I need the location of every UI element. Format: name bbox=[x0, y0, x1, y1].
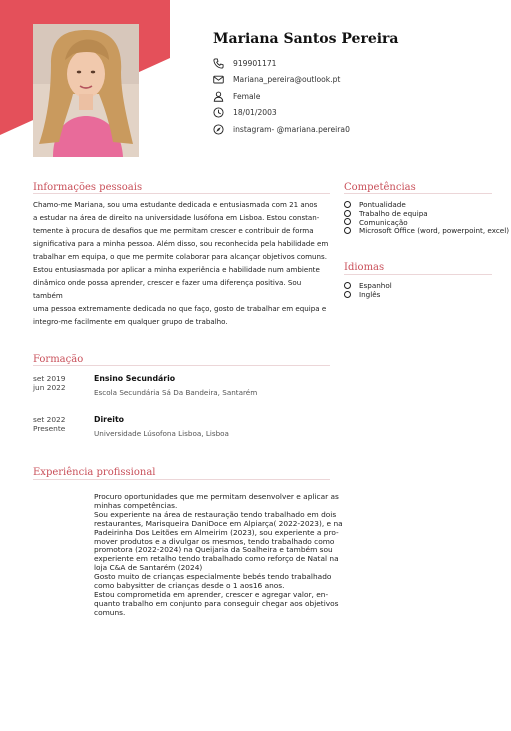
skills-list bbox=[344, 200, 509, 235]
bullet-circle-icon bbox=[344, 282, 351, 289]
language-label: Inglês bbox=[359, 289, 381, 299]
experience-line: promotora (2022-2024) na Queijaria da Soalheira e também sou bbox=[94, 545, 333, 555]
contact-social bbox=[213, 121, 350, 137]
experience-line: Estou comprometida em aprender, crescer e agregar valor, en- bbox=[94, 589, 329, 599]
contact-birthdate-text: 18/01/2003 bbox=[233, 108, 277, 117]
experience-divider bbox=[33, 479, 330, 480]
education-degree: Direito bbox=[94, 415, 125, 424]
education-school: Escola Secundária Sá Da Bandeira, Santarém bbox=[94, 388, 258, 397]
bullet-circle-icon bbox=[344, 201, 351, 208]
contact-list bbox=[213, 55, 350, 138]
languages-title: Idiomas bbox=[344, 262, 385, 273]
personal-info-line: uma pessoa extremamente dedicada no que faço, gosto de trabalhar em equipa e bbox=[33, 304, 327, 314]
phone-icon bbox=[213, 58, 224, 69]
contact-social-text: instagram- @mariana.pereira0 bbox=[233, 124, 350, 134]
skill-label: Microsoft Office (word, powerpoint, excel) bbox=[359, 226, 510, 236]
experience-text bbox=[94, 493, 347, 618]
education-end-date: jun 2022 bbox=[33, 383, 66, 392]
personal-info-line: trabalhar em equipa, o que me permite colaborar para alcançar objetivos comuns. bbox=[33, 252, 327, 262]
education-start-date: set 2019 bbox=[33, 374, 66, 383]
contact-phone bbox=[213, 55, 350, 71]
personal-info-divider bbox=[33, 193, 330, 194]
skill-item bbox=[344, 209, 509, 218]
skill-label: Comunicação bbox=[359, 217, 408, 227]
skills-title: Competências bbox=[344, 182, 416, 193]
profile-photo bbox=[33, 24, 139, 157]
bullet-circle-icon bbox=[344, 210, 351, 217]
bullet-circle-icon bbox=[344, 291, 351, 298]
personal-info-line: a estudar na área de direito na universidade lusófona em Lisboa. Estou constan- bbox=[33, 213, 320, 223]
experience-line: Sou experiente na área de restauração tendo trabalhado em dois bbox=[94, 509, 337, 519]
personal-info-line: temente à procura de desafios que me permitam crescer e contribuir de forma bbox=[33, 226, 314, 236]
languages-list bbox=[344, 281, 392, 299]
personal-info-line: Chamo-me Mariana, sou uma estudante dedicada e entusiasmada com 21 anos bbox=[33, 200, 318, 209]
experience-line: como babysitter de crianças desde o 1 aos16 anos. bbox=[94, 581, 285, 591]
mail-icon bbox=[213, 74, 224, 85]
experience-line: Procuro oportunidades que me permitam desenvolver e aplicar as bbox=[94, 492, 339, 501]
experience-line: restaurantes, Marisqueira DaniDoce em Alpiarça( 2022-2023), e na bbox=[94, 518, 343, 528]
personal-info-line: significativa para a minha pessoa. Além disso, sou reconhecida pela habilidade em bbox=[33, 239, 329, 249]
experience-line: Gosto muito de crianças especialmente bebés tendo trabalhado bbox=[94, 572, 332, 582]
compass-icon bbox=[213, 124, 224, 135]
language-label: Espanhol bbox=[359, 280, 392, 290]
bullet-circle-icon bbox=[344, 227, 351, 234]
contact-phone-text: 919901171 bbox=[233, 58, 277, 68]
contact-gender-text: Female bbox=[233, 91, 261, 101]
user-icon bbox=[213, 91, 224, 102]
skills-divider bbox=[344, 193, 492, 194]
skill-label: Trabalho de equipa bbox=[359, 208, 428, 218]
education-end-date: Presente bbox=[33, 424, 66, 433]
experience-line: experiente em retalho tendo trabalhado como reforço de Natal na bbox=[94, 554, 339, 564]
experience-title: Experiência profissional bbox=[33, 467, 156, 478]
full-name: Mariana Santos Pereira bbox=[213, 31, 399, 47]
skill-label: Pontualidade bbox=[359, 199, 406, 209]
language-item bbox=[344, 290, 392, 299]
language-item bbox=[344, 281, 392, 290]
education-degree: Ensino Secundário bbox=[94, 374, 176, 383]
education-divider bbox=[33, 365, 330, 366]
personal-info-text bbox=[33, 198, 330, 328]
personal-info-line: dinâmico onde possa aprender, crescer e fazer uma diferença positiva. Sou também bbox=[33, 278, 302, 301]
personal-info-title: Informações pessoais bbox=[33, 182, 143, 193]
experience-line: mover produtos e a divulgar os mesmos, tendo trabalhado como bbox=[94, 536, 335, 546]
personal-info-line: Estou entusiasmada por aplicar a minha experiência e habilidade num ambiente bbox=[33, 265, 320, 275]
education-title: Formação bbox=[33, 354, 84, 365]
clock-icon bbox=[213, 107, 224, 118]
experience-line: Padeirinha Dos Leitões em Almeirim (2023), sou experiente a pro- bbox=[94, 527, 339, 537]
education-start-date: set 2022 bbox=[33, 415, 66, 424]
contact-email-text: Mariana_pereira@outlook.pt bbox=[233, 75, 341, 84]
skill-item bbox=[344, 200, 509, 209]
bullet-circle-icon bbox=[344, 218, 351, 225]
contact-email bbox=[213, 72, 350, 88]
contact-gender bbox=[213, 88, 350, 104]
personal-info-line: integro-me facilmente em qualquer grupo de trabalho. bbox=[33, 317, 228, 327]
experience-line: quanto trabalho em conjunto para conseguir chegar aos objetivos bbox=[94, 598, 339, 608]
skill-item bbox=[344, 218, 509, 227]
languages-divider bbox=[344, 274, 492, 275]
experience-line: loja C&A de Santarém (2024) bbox=[94, 563, 203, 573]
experience-line: comuns. bbox=[94, 607, 126, 617]
experience-line: minhas competências. bbox=[94, 500, 178, 510]
skill-item bbox=[344, 226, 509, 235]
education-school: Universidade Lúsofona Lisboa, Lisboa bbox=[94, 429, 229, 438]
contact-birthdate bbox=[213, 105, 350, 121]
